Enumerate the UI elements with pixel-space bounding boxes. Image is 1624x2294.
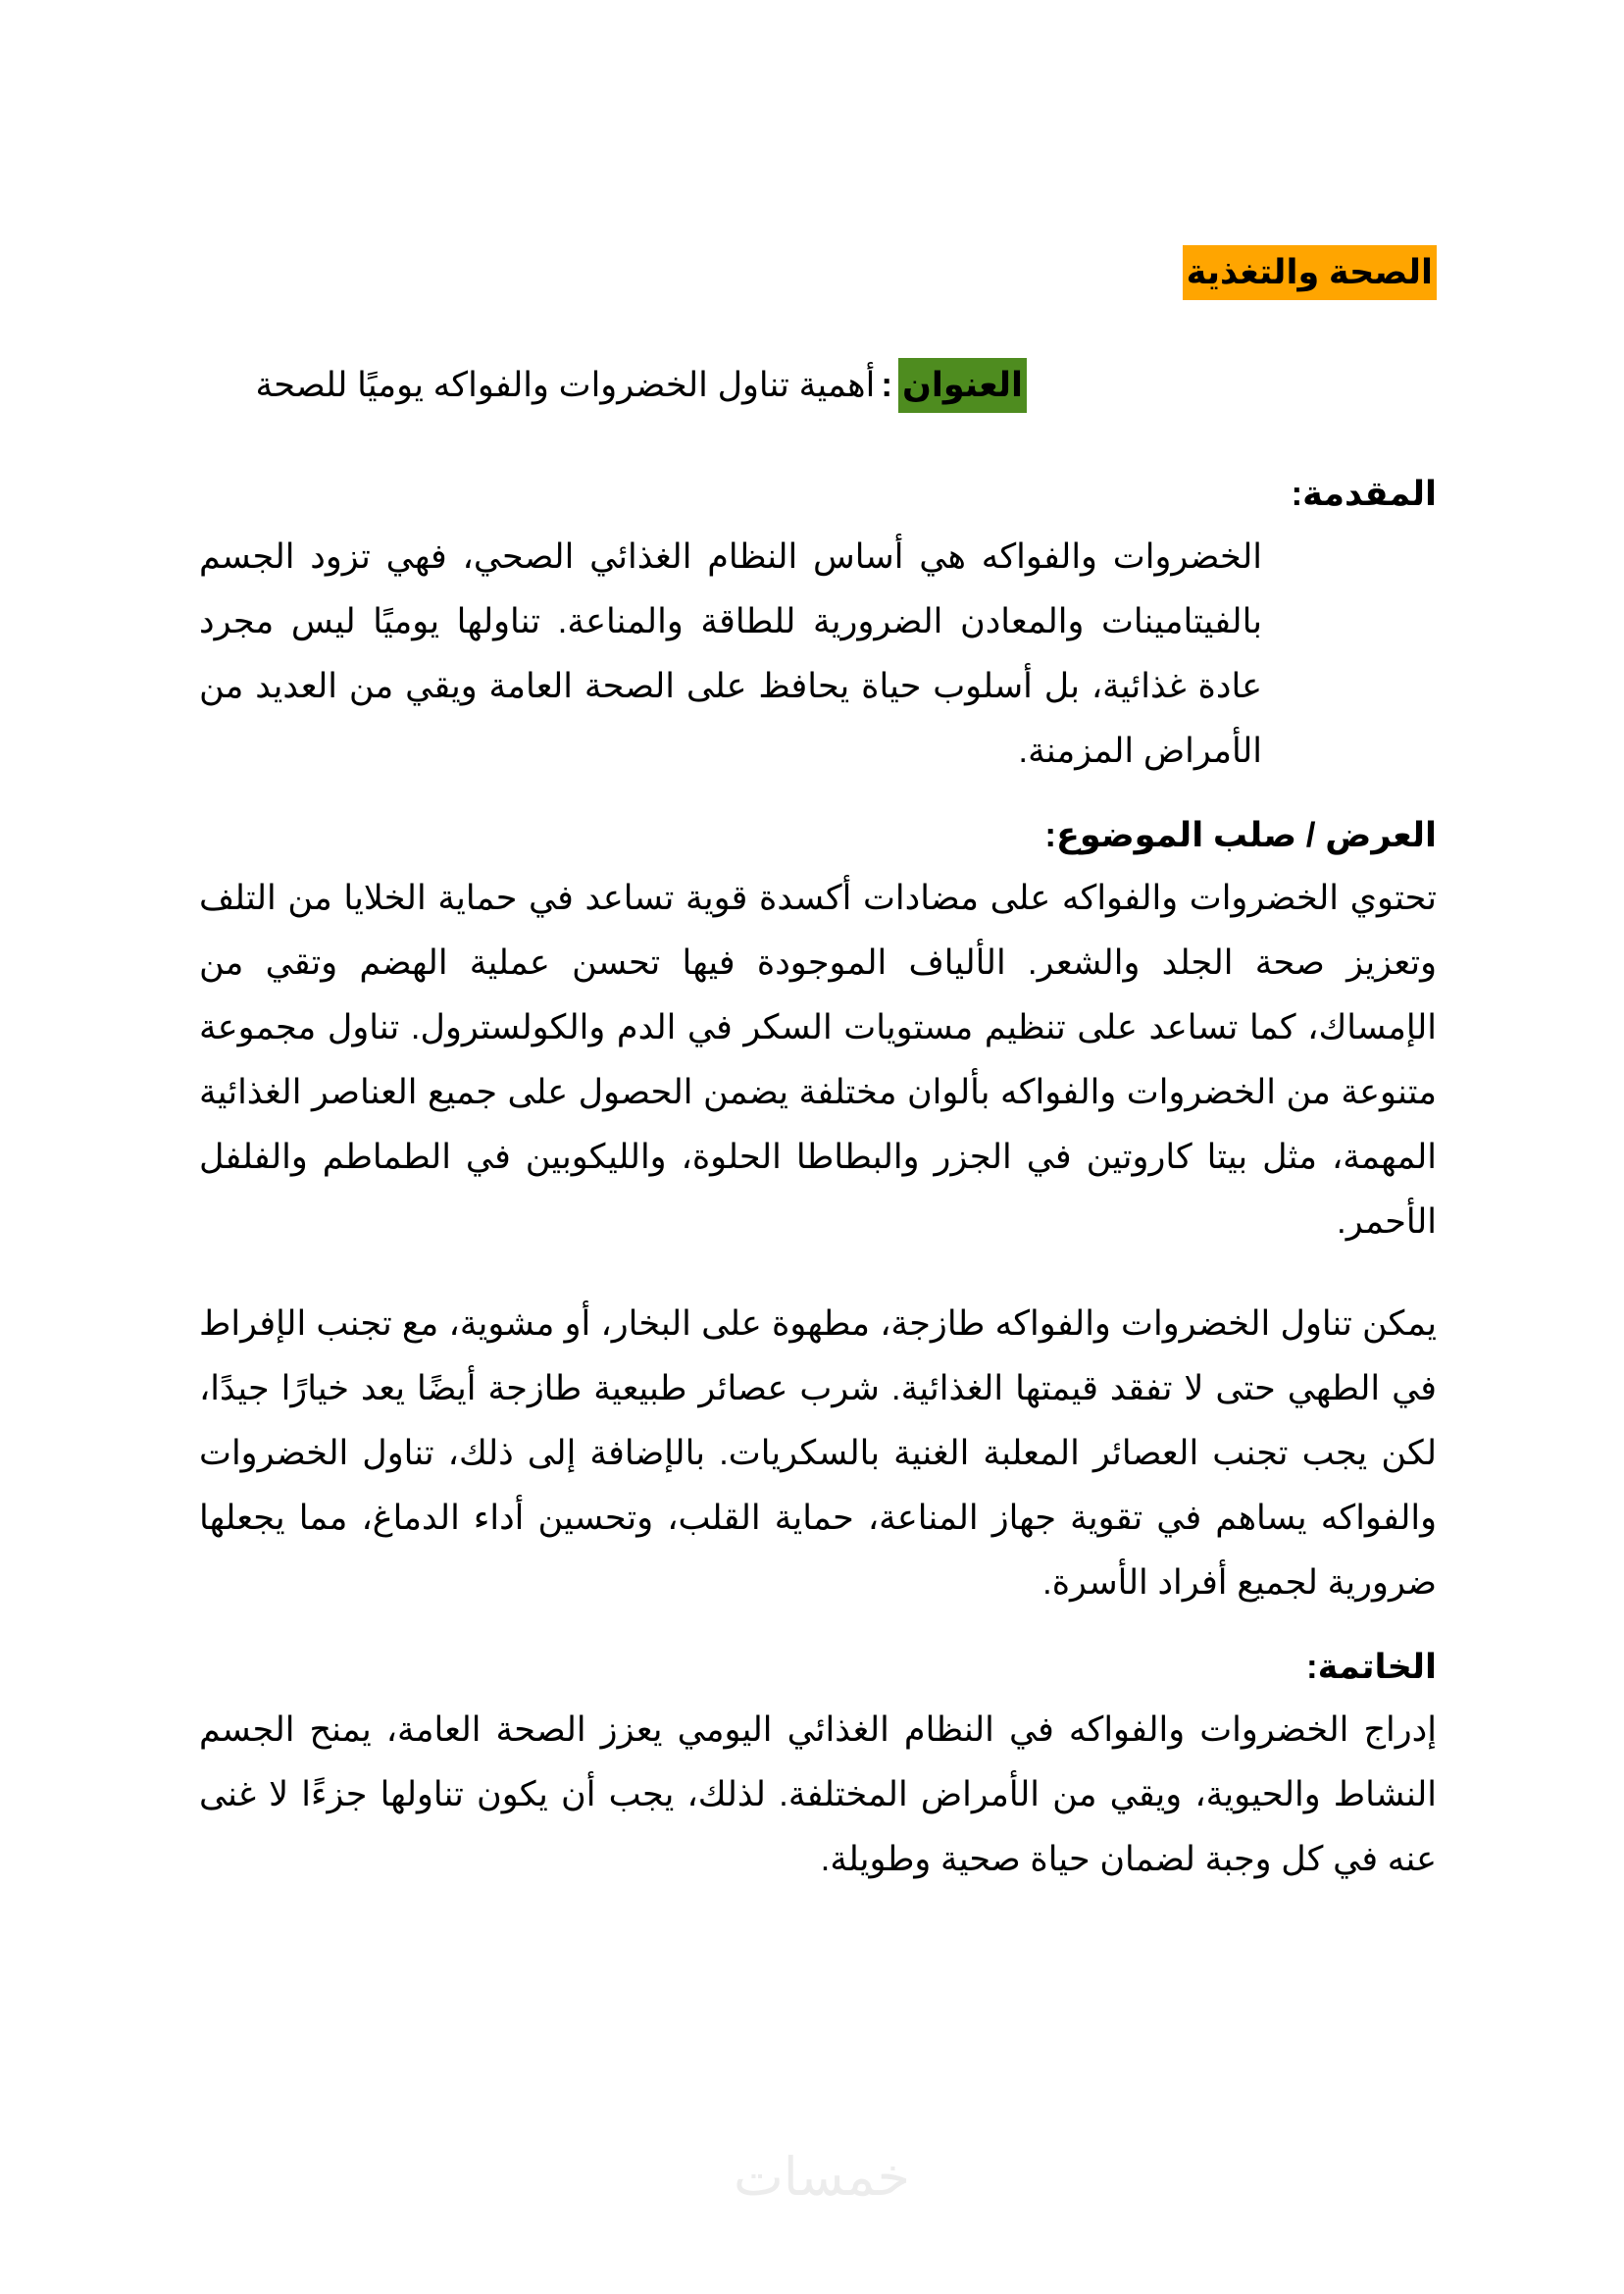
- title-separator: :: [881, 366, 892, 404]
- section-paragraph: الخضروات والفواكه هي أساس النظام الغذائي الصحي، فهي تزود الجسم بالفيتامينات والمعادن الضرورية للطاقة والمناعة. تناولها يوميًا ليس مجرد عادة غذائية، بل أسلوب حياة يحافظ على الصحة العامة ويقي من العديد من الأمراض المزمنة.: [199, 537, 1262, 770]
- title-text: أهمية تناول الخضروات والفواكه يوميًا للصحة: [255, 366, 876, 404]
- section-paragraph: تحتوي الخضروات والفواكه على مضادات أكسدة قوية تساعد في حماية الخلايا من التلف وتعزيز صحة الجلد والشعر. الألياف الموجودة فيها تحسن عملية الهضم وتقي من الإمساك، كما تساعد على تنظيم مستويات السكر في الدم والكولسترول. تناول مجموعة متنوعة من الخضروات والفواكه بألوان مختلفة يضمن الحصول على جميع العناصر الغذائية المهمة، مثل بيتا كاروتين في الجزر والبطاطا الحلوة، والليكوبين في الطماطم والفلفل الأحمر.: [199, 879, 1437, 1241]
- section-paragraph: إدراج الخضروات والفواكه في النظام الغذائي اليومي يعزز الصحة العامة، يمنح الجسم النشاط والحيوية، ويقي من الأمراض المختلفة. لذلك، يجب أن يكون تناولها جزءًا لا غنى عنه في كل وجبة لضمان حياة صحية وطويلة.: [199, 1710, 1437, 1878]
- section-paragraph: يمكن تناول الخضروات والفواكه طازجة، مطهوة على البخار، أو مشوية، مع تجنب الإفراط في الطهي حتى لا تفقد قيمتها الغذائية. شرب عصائر طبيعية طازجة أيضًا يعد خيارًا جيدًا، لكن يجب تجنب العصائر المعلبة الغنية بالسكريات. بالإضافة إلى ذلك، تناول الخضروات والفواكه يساهم في تقوية جهاز المناعة، حماية القلب، وتحسين أداء الدماغ، مما يجعلها ضرورية لجميع أفراد الأسرة.: [199, 1304, 1437, 1602]
- section-heading: الخاتمة:: [1306, 1648, 1437, 1686]
- document-content: [199, 245, 1437, 1919]
- section-body: [199, 811, 1437, 1615]
- section-conclusion: [199, 1643, 1437, 1892]
- section-heading: العرض / صلب الموضوع:: [1044, 816, 1437, 854]
- section-introduction: [199, 470, 1437, 784]
- title-row: [199, 358, 1437, 413]
- category-label: الصحة والتغذية: [1183, 245, 1437, 300]
- watermark-logo: خمسات: [733, 2146, 911, 2208]
- title-label: العنوان: [898, 358, 1027, 413]
- category-row: [199, 245, 1437, 304]
- section-heading: المقدمة:: [1291, 475, 1437, 513]
